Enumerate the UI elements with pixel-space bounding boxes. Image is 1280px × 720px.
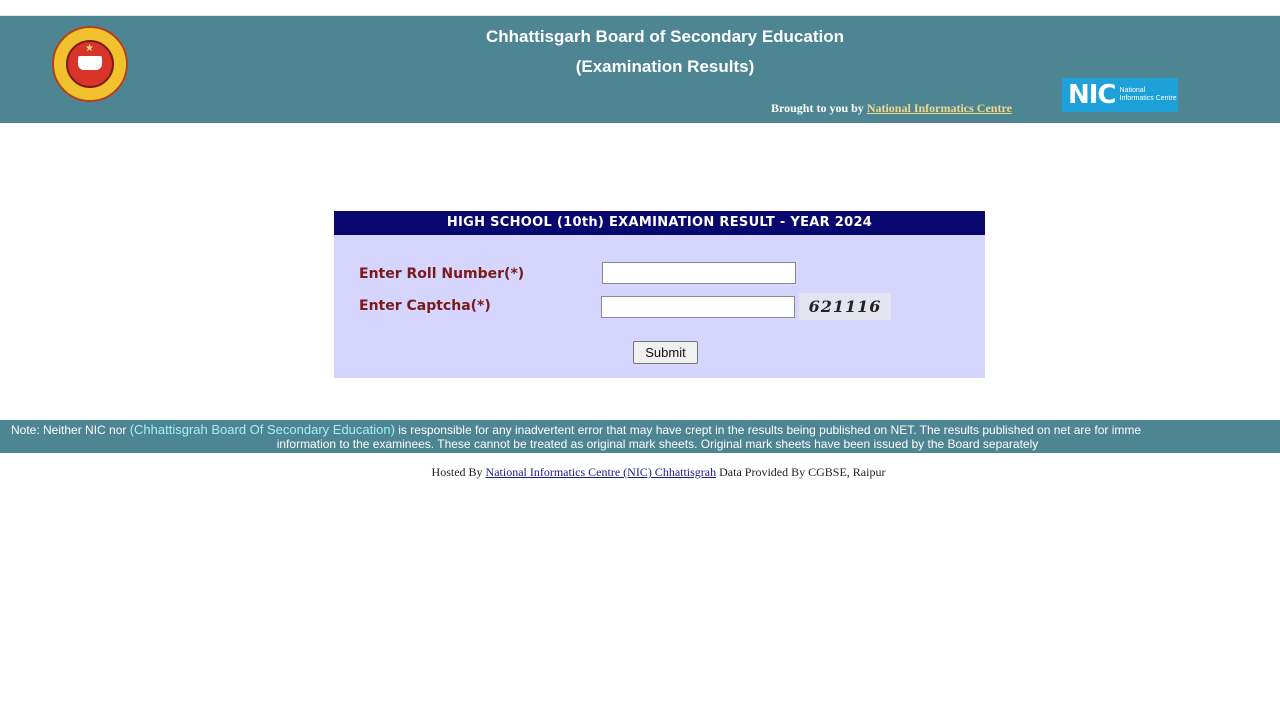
result-form-panel bbox=[334, 211, 985, 378]
roll-number-input[interactable] bbox=[602, 262, 796, 284]
results-subtitle: (Examination Results) bbox=[575, 57, 755, 76]
board-title: Chhattisgarh Board of Secondary Education bbox=[486, 27, 844, 46]
top-strip bbox=[0, 0, 1280, 16]
captcha-image: 621116 bbox=[799, 293, 891, 320]
nic-chhattisgarh-link[interactable]: National Informatics Centre (NIC) Chhattisgrah bbox=[485, 465, 717, 479]
page-footer bbox=[0, 465, 1280, 480]
captcha-input[interactable] bbox=[601, 296, 795, 318]
nic-link[interactable]: National Informatics Centre bbox=[866, 101, 1012, 115]
roll-number-label: Enter Roll Number(*) bbox=[359, 266, 525, 282]
brought-prefix: Brought to you by bbox=[771, 101, 867, 115]
submit-button[interactable]: Submit bbox=[633, 341, 698, 364]
emblem-star-icon: ★ bbox=[85, 43, 94, 54]
note-prefix: Note: Neither NIC nor bbox=[11, 423, 130, 437]
nic-logo-text: NIC bbox=[1068, 80, 1116, 110]
hosted-prefix: Hosted By bbox=[431, 465, 486, 479]
data-provided-text: Data Provided By CGBSE, Raipur bbox=[716, 465, 886, 479]
note-board-name: (Chhattisgrah Board Of Secondary Education) bbox=[129, 422, 395, 437]
captcha-label: Enter Captcha(*) bbox=[359, 298, 491, 314]
result-form-heading: HIGH SCHOOL (10th) EXAMINATION RESULT - YEAR 2024 bbox=[334, 211, 985, 235]
nic-logo-subtext: National Informatics Centre bbox=[1119, 87, 1177, 102]
nic-logo-icon[interactable] bbox=[1062, 78, 1178, 112]
disclaimer-note bbox=[0, 420, 1280, 453]
note-rest: is responsible for any inadvertent error that may have crept in the results being published on NET. The results published on net are for imme bbox=[394, 423, 1142, 437]
note-line-1 bbox=[11, 422, 1141, 437]
page-header bbox=[0, 16, 1280, 123]
brought-to-you-by bbox=[771, 101, 1012, 116]
note-line-2: information to the examinees. These cannot be treated as original mark sheets. Original mark sheets have been issued by the Board separately bbox=[276, 437, 1039, 451]
